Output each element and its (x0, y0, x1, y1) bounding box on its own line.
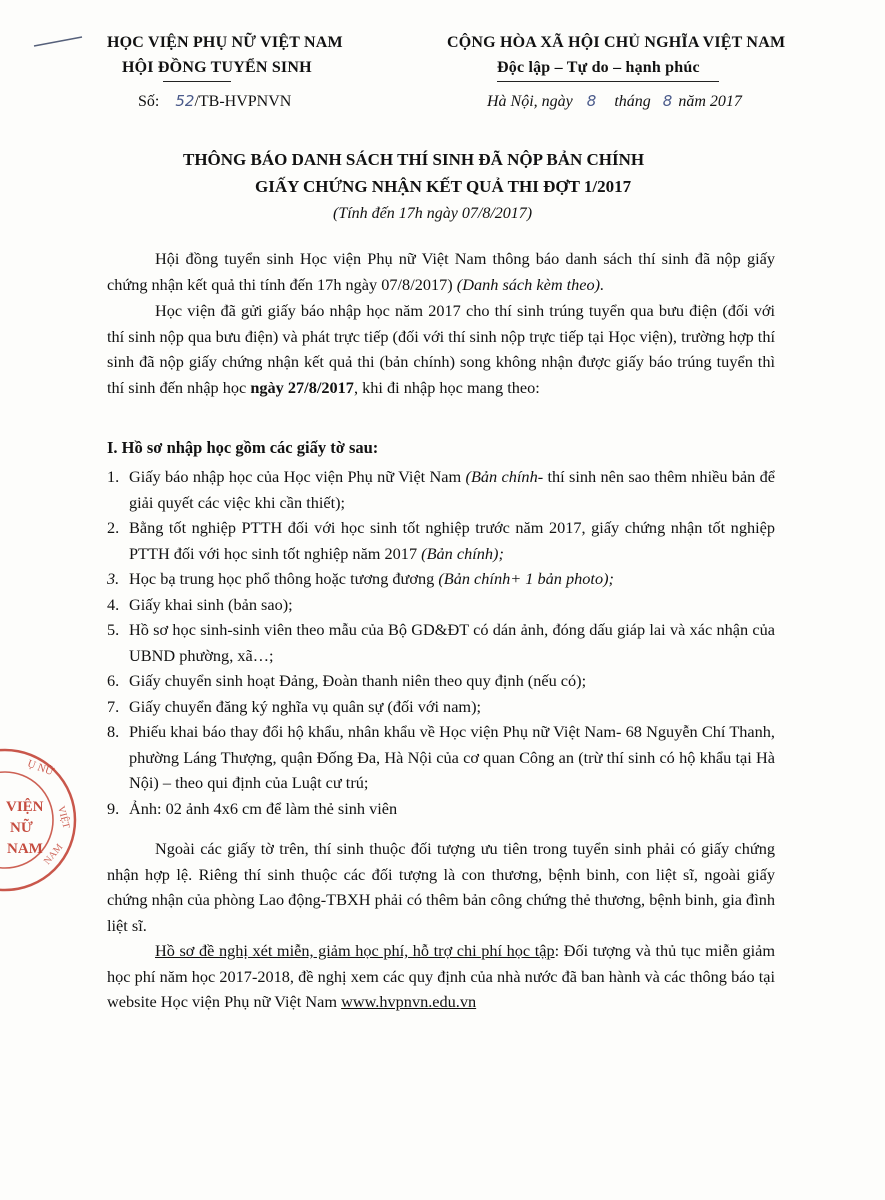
pen-mark-icon (30, 34, 90, 50)
list-item-text: Học bạ trung học phổ thông hoặc tương đương (129, 569, 439, 588)
title-line-2: GIẤY CHỨNG NHẬN KẾT QUẢ THI ĐỢT 1/2017 (255, 177, 632, 196)
date-year: năm 2017 (678, 93, 742, 110)
list-item-text: Hồ sơ học sinh-sinh viên theo mẫu của Bộ GD&ĐT có dán ảnh, đóng dấu giáp lai và xác nhận của UBND phường, xã…; (129, 620, 775, 665)
seal-center-1: VIỆN (6, 799, 44, 815)
list-item (107, 566, 775, 592)
seal-ring-text-3: NAM (41, 841, 66, 867)
list-item-text: Giấy chuyển đăng ký nghĩa vụ quân sự (đối với nam); (129, 696, 482, 716)
official-seal-icon (0, 745, 80, 895)
doc-no-suffix: /TB-HVPNVN (194, 93, 292, 110)
document-date (487, 92, 742, 111)
list-item-text-2: thí sinh nên sao thêm nhiều bản để giải quyết các việc khi cần thiết); (129, 467, 776, 512)
list-item-italic: (Bản chính+ 1 bản photo); (438, 569, 614, 588)
list-item (107, 617, 775, 668)
doc-no-handwritten: 52 (175, 92, 195, 110)
list-item-number: 7. (107, 696, 120, 716)
list-item (107, 719, 775, 796)
document-number (138, 92, 291, 111)
priority-paragraph (107, 836, 775, 938)
date-month: 8 (662, 92, 673, 110)
header-left-divider (163, 81, 231, 82)
intro-p2-end: , khi đi nhập học mang theo: (353, 377, 540, 397)
date-place: Hà Nội, ngày (487, 93, 573, 110)
priority-text: Ngoài các giấy tờ trên, thí sinh thuộc đối tượng ưu tiên trong tuyển sinh phải có giấy chứng nhận hợp lệ. Riêng thí sinh thuộc các đối tượng là con thương, bệnh binh, con liệt sĩ, ngoài giấy chứng nhận của phòng Lao động-TBXH phải có thêm bản công chứng thẻ thương, bệnh binh, gia đình liệt sĩ. (107, 839, 775, 935)
header-right-divider (497, 81, 719, 82)
seal-center-3: NAM (7, 841, 43, 857)
seal-ring-text-2: VIỆT (55, 804, 72, 830)
list-item-number: 4. (107, 594, 120, 614)
list-item (107, 796, 775, 822)
intro-p1-text: Hội đồng tuyển sinh Học viện Phụ nữ Việt Nam thông báo danh sách thí sinh đã nộp giấy chứng nhận kết quả thi tính đến 17h ngày 07/8/2017) (107, 249, 775, 294)
list-item-number: 2. (107, 518, 120, 537)
intro-p1-italic: (Danh sách kèm theo). (456, 274, 605, 294)
list-item (107, 668, 775, 694)
intro-p2-bold-date: ngày 27/8/2017 (250, 377, 354, 397)
doc-no-label: Số: (138, 93, 160, 110)
org-council: HỘI ĐỒNG TUYỂN SINH (122, 59, 312, 76)
title-subtitle: (Tính đến 17h ngày 07/8/2017) (333, 205, 533, 222)
list-item (107, 464, 775, 515)
list-item-number: 1. (107, 467, 120, 486)
nation-name: CỘNG HÒA XÃ HỘI CHỦ NGHĨA VIỆT NAM (447, 34, 786, 51)
list-item-text: Phiếu khai báo thay đổi hộ khẩu, nhân khẩu về Học viện Phụ nữ Việt Nam- 68 Nguyễn Chí Thanh, phường Láng Thượng, quận Đống Đa, Hà Nội của cơ quan Công an (trừ thí sinh có hộ khẩu tại Hà Nội) – theo qui định của Luật cư trú; (129, 722, 775, 792)
intro-paragraph-1 (107, 246, 775, 297)
nation-motto: Độc lập – Tự do – hạnh phúc (497, 59, 700, 76)
list-item-number: 6. (107, 671, 120, 690)
list-item-text: Giấy báo nhập học của Học viện Phụ nữ Việt Nam (129, 467, 466, 486)
list-item-number: 9. (107, 798, 120, 818)
intro-p2-text: Học viện đã gửi giấy báo nhập học năm 2017 cho thí sinh trúng tuyển qua bưu điện (đối với thí sinh nộp qua bưu điện) và phát trực tiếp (đối với thí sinh nộp trực tiếp tại Học viện), trường hợp thí sinh đã nộp giấy chứng nhận kết quả thi (bản chính) song không nhận được giấy báo trúng tuyển thì thí sinh đến nhập học (107, 301, 775, 397)
list-item (107, 694, 775, 720)
list-item-italic: (Bản chính- (465, 467, 544, 486)
website-link[interactable]: www.hvpnvn.edu.vn (341, 992, 477, 1011)
title-line-1: THÔNG BÁO DANH SÁCH THÍ SINH ĐÃ NỘP BẢN CHÍNH (183, 150, 645, 169)
list-item-italic: (Bản chính); (421, 543, 504, 563)
seal-center-2: NỮ (10, 820, 33, 836)
list-item-text: Bằng tốt nghiệp PTTH đối với học sinh tốt nghiệp trước năm 2017, giấy chứng nhận tốt nghiệp PTTH đối với học sinh tốt nghiệp năm 2017 (129, 518, 775, 563)
list-item-number: 3. (107, 569, 120, 588)
list-item (107, 515, 775, 566)
list-item-text: Giấy khai sinh (bản sao); (129, 594, 293, 614)
seal-ring-text: Ụ NỮ (25, 757, 56, 779)
list-item-text: Giấy chuyển sinh hoạt Đảng, Đoàn thanh niên theo quy định (nếu có); (129, 671, 587, 690)
intro-paragraph-2 (107, 298, 775, 400)
section-heading: I. Hồ sơ nhập học gồm các giấy tờ sau: (107, 438, 379, 457)
tuition-text: : Đối tượng và thủ tục miễn giảm học phí năm học 2017-2018, đề nghị xem các quy định của nhà nước đã ban hành và các thông báo tại website Học viện Phụ nữ Việt Nam (107, 941, 775, 1011)
documents-list (107, 464, 775, 821)
list-item-number: 8. (107, 722, 120, 741)
date-month-label: tháng (614, 93, 651, 110)
list-item-text: Ảnh: 02 ảnh 4x6 cm để làm thẻ sinh viên (129, 798, 398, 818)
list-item (107, 592, 775, 618)
org-name: HỌC VIỆN PHỤ NỮ VIỆT NAM (107, 34, 343, 51)
date-day: 8 (586, 92, 597, 110)
tuition-underlined: Hồ sơ đề nghị xét miễn, giảm học phí, hỗ trợ chi phí học tập (155, 941, 555, 960)
list-item-number: 5. (107, 620, 120, 639)
tuition-paragraph (107, 938, 775, 1015)
